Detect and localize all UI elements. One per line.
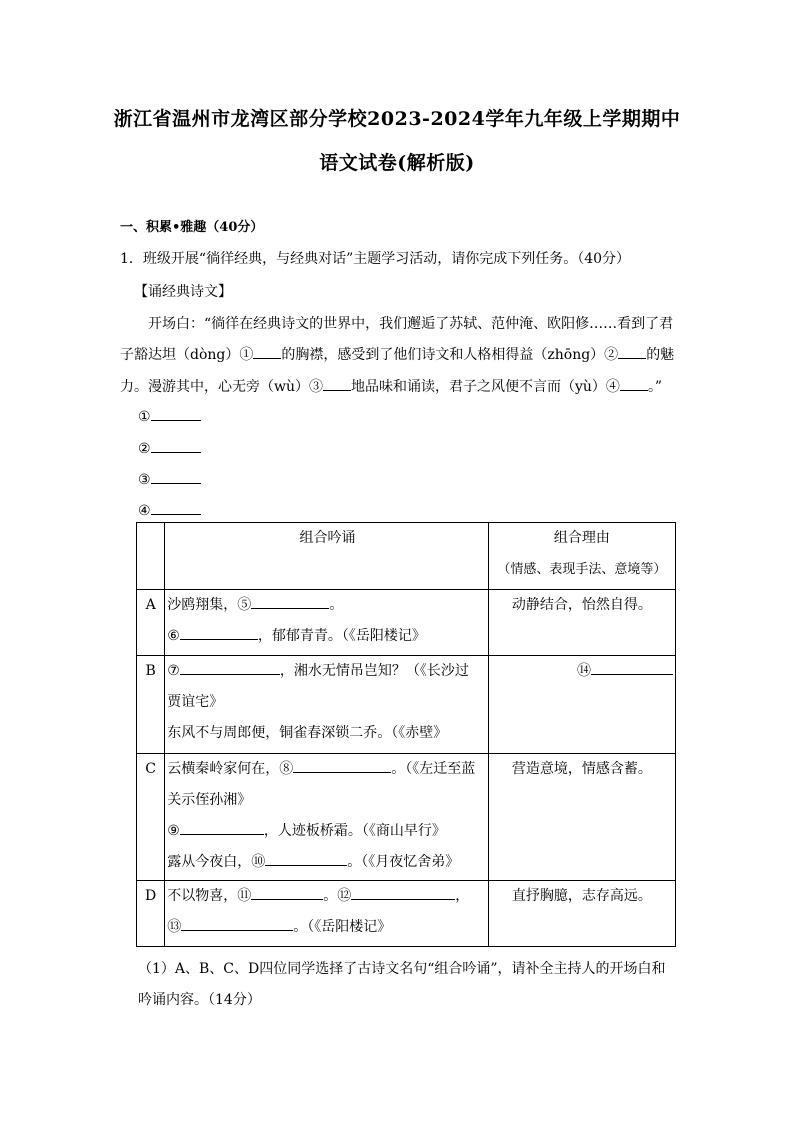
opening-line-3-b: 地品味和诵读，君子之风便不言而（yù）④ <box>351 379 620 395</box>
blank-2 <box>618 344 646 359</box>
row-a-reason: 动静结合，怡然自得。 <box>488 590 675 656</box>
section-heading: 一、积累•雅趣（40分） <box>120 220 264 235</box>
row-label-c: C <box>137 754 165 881</box>
opening-line-2-b: 的胸襟，感受到了他们诗文和人格相得益（zhōng）② <box>281 347 619 363</box>
table-row <box>137 590 676 656</box>
answer-4: ④ <box>138 500 201 519</box>
opening-line-2 <box>120 344 674 364</box>
row-b-content: ⑦ ，湘水无情吊岂知？（《长沙过 贾谊宅》 东风不与周郎便，铜雀春深锁二乔。（《赤壁》 <box>165 656 488 754</box>
question-1: 1．班级开展“徜徉经典，与经典对话”主题学习活动，请你完成下列任务。（40分） <box>120 251 631 267</box>
table-row <box>137 754 676 881</box>
row-label-a: A <box>137 590 165 656</box>
row-a-content: 沙鸥翔集，⑤ 。 ⑥ ，郁郁青青。（《岳阳楼记》 <box>165 590 488 656</box>
title-line-2: 语文试卷(解析版) <box>319 152 475 174</box>
row-c-content: 云横秦岭家何在，⑧ 。（《左迁至蓝 关示侄孙湘》 ⑨ ，人迹板桥霜。（《商山早行》 露从今夜白，⑩ 。（《月夜忆舍弟》 <box>165 754 488 881</box>
opening-line-2-c: 的魅 <box>646 347 675 363</box>
table-row <box>137 656 676 754</box>
opening-line-1: 开场白：“徜徉在经典诗文的世界中，我们邂逅了苏轼、范仲淹、欧阳修……看到了君 <box>148 316 674 332</box>
opening-line-3-c: 。” <box>647 379 663 395</box>
blank-3 <box>323 376 351 391</box>
row-b-reason: ⑭ <box>488 656 675 754</box>
sub-question-line-2: 吟诵内容。（14分） <box>138 992 261 1008</box>
row-d-content: 不以物喜，⑪ 。⑫ ， ⑬ 。（《岳阳楼记》 <box>165 881 488 947</box>
blank-4 <box>620 376 648 391</box>
table-header-row <box>137 523 676 590</box>
answer-3: ③ <box>138 469 201 488</box>
blank-1 <box>253 344 281 359</box>
subheading: 【诵经典诗文】 <box>134 284 232 300</box>
row-c-reason: 营造意境，情感含蓄。 <box>488 754 675 881</box>
opening-line-3 <box>120 376 662 396</box>
opening-line-3-a: 力。漫游其中，心无旁（wù）③ <box>120 379 323 395</box>
header-empty-cell <box>137 523 165 590</box>
table-row <box>137 881 676 947</box>
answer-2: ② <box>138 438 201 457</box>
row-d-reason: 直抒胸臆，志存高远。 <box>488 881 675 947</box>
row-label-b: B <box>137 656 165 754</box>
recitation-table <box>136 522 676 947</box>
header-reason: 组合理由 （情感、表现手法、意境等） <box>488 523 675 590</box>
header-combination: 组合吟诵 <box>165 523 488 590</box>
row-label-d: D <box>137 881 165 947</box>
answer-1: ① <box>138 406 201 425</box>
title-line-1: 浙江省温州市龙湾区部分学校2023-2024学年九年级上学期期中 <box>113 108 681 130</box>
sub-question-line-1: （1）A、B、C、D四位同学选择了古诗文名句“组合吟诵”，请补全主持人的开场白和 <box>138 961 666 977</box>
opening-line-2-a: 子豁达坦（dòng）① <box>120 347 254 363</box>
